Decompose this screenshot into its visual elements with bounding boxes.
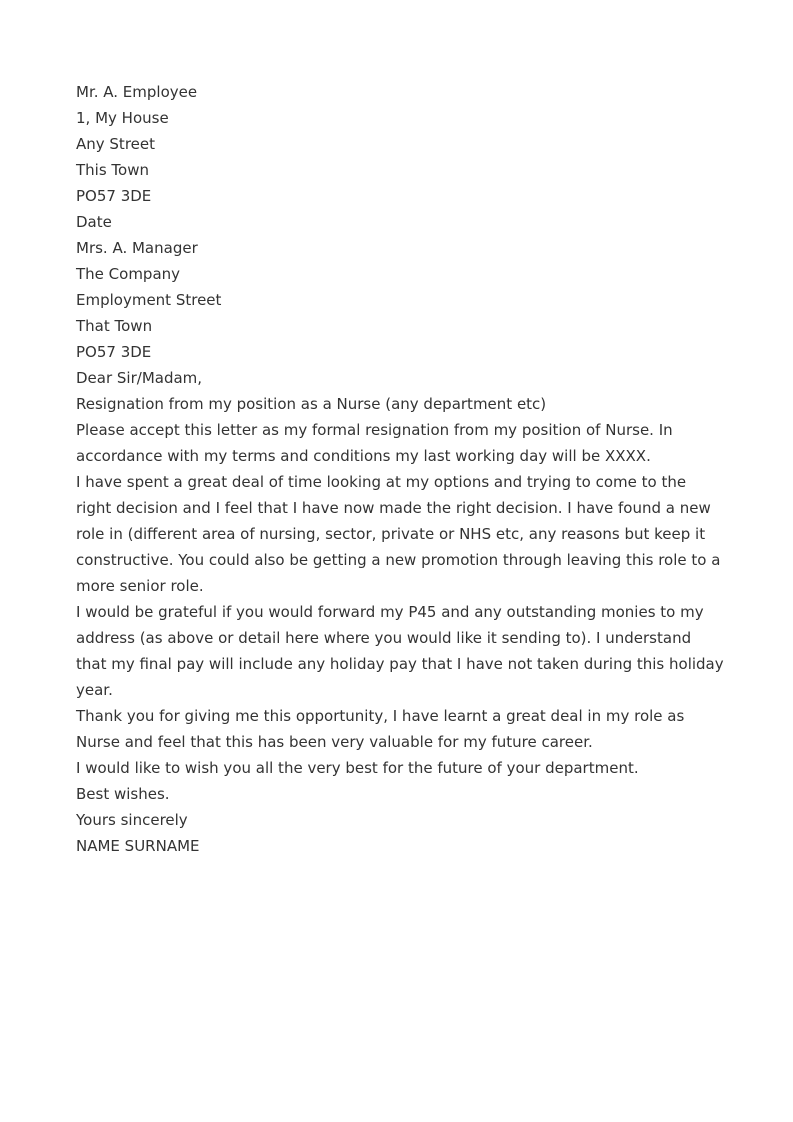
closing-sign-off: Yours sincerely — [76, 811, 188, 829]
recipient-company: The Company — [76, 265, 181, 283]
signature-name: NAME SURNAME — [76, 837, 200, 855]
paragraph-reason: I have spent a great deal of time looking at my options and trying to come to the right decision and I feel that I have now made the right decision. I have found a new role in (different area of nursing, sector, private or NHS etc, any reasons but keep it constructive. You could also be getting a new promotion through leaving this role to a more senior role. — [76, 473, 721, 595]
sender-address-line-2: Any Street — [76, 135, 155, 153]
sender-name: Mr. A. Employee — [76, 83, 198, 101]
paragraph-well-wishes: I would like to wish you all the very best for the future of your department. — [76, 759, 639, 777]
paragraph-notice: Please accept this letter as my formal resignation from my position of Nurse. In accordance with my terms and conditions my last working day will be XXXX. — [76, 421, 673, 465]
letter-date: Date — [76, 213, 112, 231]
closing-wishes: Best wishes. — [76, 785, 170, 803]
salutation: Dear Sir/Madam, — [76, 369, 203, 387]
sender-postcode: PO57 3DE — [76, 187, 152, 205]
paragraph-thanks: Thank you for giving me this opportunity, I have learnt a great deal in my role as Nurse and feel that this has been very valuable for my future career. — [76, 707, 685, 751]
paragraph-final-pay: I would be grateful if you would forward my P45 and any outstanding monies to my address (as above or detail here where you would like it sending to). I understand that my final pay will include any holiday pay that I have not taken during this holiday year. — [76, 603, 724, 699]
sender-town: This Town — [76, 161, 149, 179]
letter-body — [76, 79, 726, 859]
sender-address-line-1: 1, My House — [76, 109, 169, 127]
recipient-town: That Town — [76, 317, 153, 335]
recipient-postcode: PO57 3DE — [76, 343, 152, 361]
recipient-name: Mrs. A. Manager — [76, 239, 198, 257]
recipient-street: Employment Street — [76, 291, 222, 309]
letter-subject: Resignation from my position as a Nurse (any department etc) — [76, 395, 547, 413]
